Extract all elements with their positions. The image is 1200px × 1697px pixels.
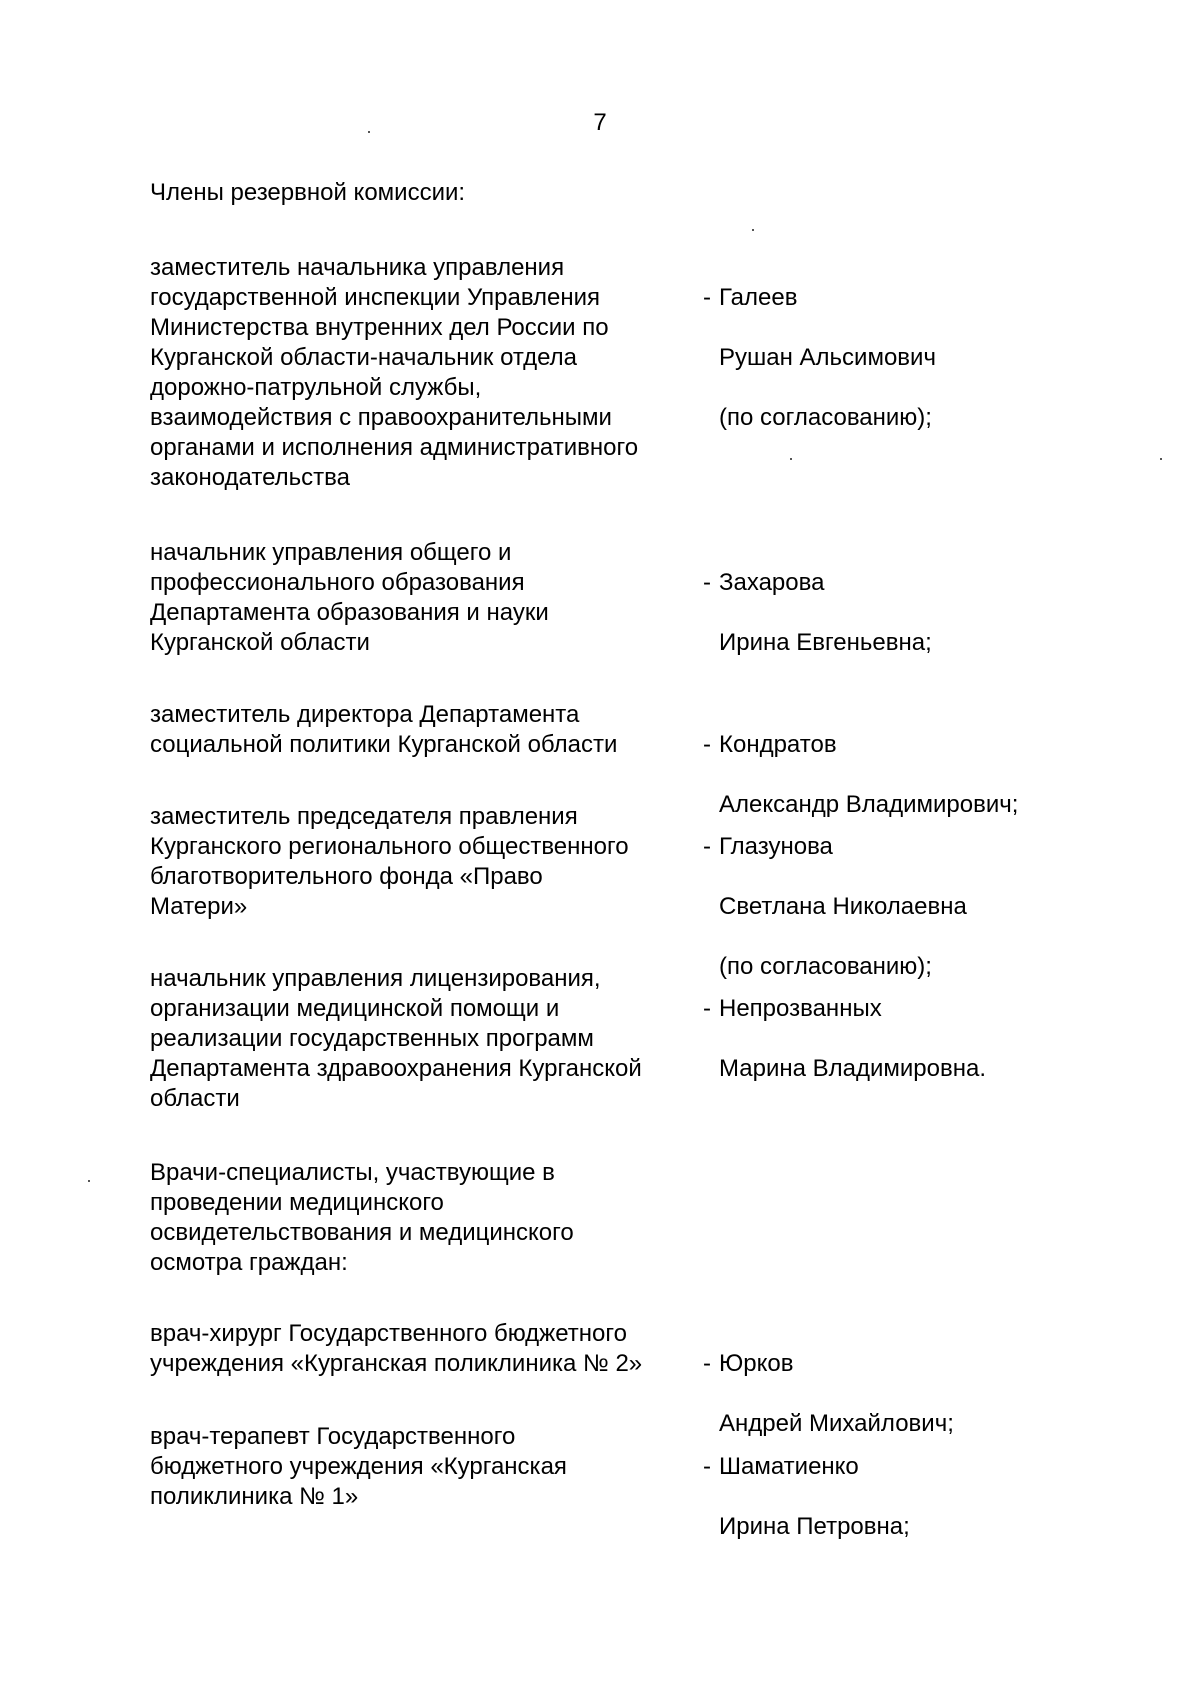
member-given-names: Марина Владимировна. bbox=[719, 1055, 987, 1082]
member-surname: Галеев bbox=[719, 284, 798, 311]
member-entry-glazunova bbox=[0, 802, 1200, 980]
specialist-entry-shamatienko bbox=[0, 1422, 1200, 1562]
dash: - bbox=[703, 833, 711, 860]
member-given-names: Ирина Евгеньевна; bbox=[719, 629, 932, 656]
scan-speck bbox=[368, 131, 370, 133]
member-position: заместитель начальника управления государственной инспекции Управления Министерства внутренних дел России по Курганской области-начальник отдела дорожно-патрульной службы, взаимодействия с правоохранительными органами и исполнения административного законодательства bbox=[150, 254, 639, 491]
member-note: (по согласованию); bbox=[719, 953, 932, 980]
member-name bbox=[703, 253, 1083, 463]
specialist-given-names: Ирина Петровна; bbox=[719, 1513, 910, 1540]
member-position: заместитель директора Департамента социальной политики Курганской области bbox=[150, 701, 618, 758]
member-name bbox=[703, 964, 1083, 1114]
dash: - bbox=[703, 1453, 711, 1480]
scan-speck bbox=[752, 229, 754, 231]
member-note: (по согласованию); bbox=[719, 404, 932, 431]
member-position: начальник управления общего и профессионального образования Департамента образования и науки Курганской области bbox=[150, 539, 549, 656]
member-given-names: Светлана Николаевна bbox=[719, 893, 967, 920]
scan-speck bbox=[88, 1180, 90, 1182]
member-entry-galeev bbox=[0, 253, 1200, 491]
scan-speck bbox=[790, 458, 792, 460]
specialist-position: врач-хирург Государственного бюджетного учреждения «Курганская поликлиника № 2» bbox=[150, 1320, 643, 1377]
member-surname: Кондратов bbox=[719, 731, 837, 758]
specialist-position: врач-терапевт Государственного бюджетного учреждения «Курганская поликлиника № 1» bbox=[150, 1423, 567, 1510]
member-entry-zakharova bbox=[0, 538, 1200, 678]
member-surname: Глазунова bbox=[719, 833, 833, 860]
member-surname: Непрозванных bbox=[719, 995, 882, 1022]
member-given-names: Рушан Альсимович bbox=[719, 344, 936, 371]
dash: - bbox=[703, 284, 711, 311]
member-position: начальник управления лицензирования, организации медицинской помощи и реализации государственных программ Департамента здравоохранения Курганской области bbox=[150, 965, 642, 1112]
dash: - bbox=[703, 569, 711, 596]
specialist-name bbox=[703, 1422, 1083, 1572]
specialist-surname: Юрков bbox=[719, 1350, 794, 1377]
reserve-commission-heading: Члены резервной комиссии: bbox=[150, 179, 466, 206]
page-number: 7 bbox=[593, 109, 607, 136]
dash: - bbox=[703, 731, 711, 758]
scan-speck bbox=[1160, 458, 1162, 460]
member-name bbox=[703, 538, 1083, 688]
member-surname: Захарова bbox=[719, 569, 825, 596]
member-position: заместитель председателя правления Курганского регионального общественного благотворительного фонда «Право Матери» bbox=[150, 803, 629, 920]
dash: - bbox=[703, 995, 711, 1022]
specialist-given-names: Андрей Михайлович; bbox=[719, 1410, 954, 1437]
specialists-heading: Врачи-специалисты, участвующие в проведении медицинского освидетельствования и медицинского осмотра граждан: bbox=[150, 1159, 574, 1276]
specialist-surname: Шаматиенко bbox=[719, 1453, 859, 1480]
member-entry-neprozvannykh bbox=[0, 964, 1200, 1112]
member-given-names: Александр Владимирович; bbox=[719, 791, 1019, 818]
dash: - bbox=[703, 1350, 711, 1377]
